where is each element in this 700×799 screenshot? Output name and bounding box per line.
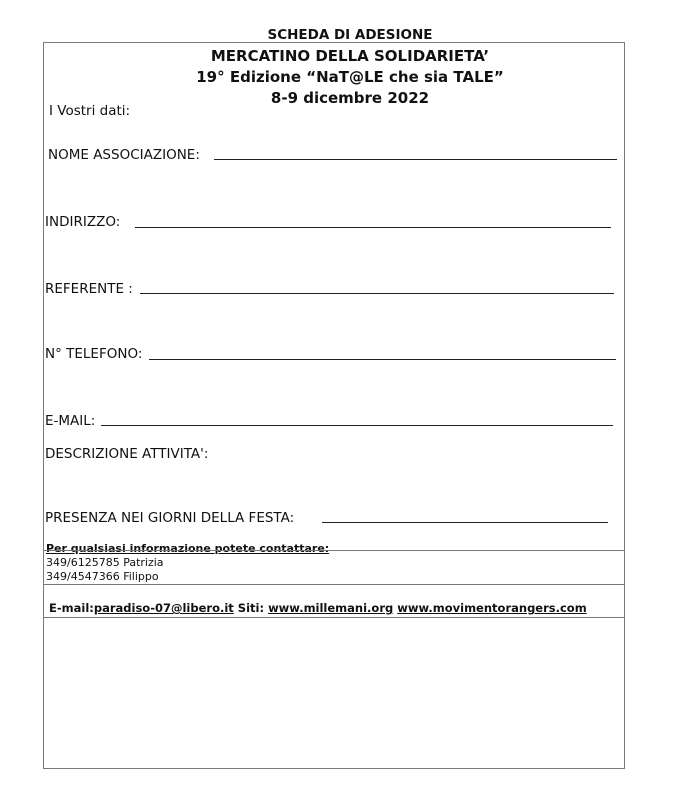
contacts-divider bbox=[43, 550, 625, 551]
contact-phone-patrizia: 349/6125785 Patrizia bbox=[46, 556, 164, 569]
associazione-input-line[interactable] bbox=[214, 159, 617, 160]
telefono-label: N° TELEFONO: bbox=[45, 346, 143, 362]
email-link[interactable]: paradiso-07@libero.it bbox=[93, 601, 234, 615]
edition-title: 19° Edizione “NaT@LE che sia TALE” bbox=[196, 68, 504, 86]
indirizzo-input-line[interactable] bbox=[135, 227, 611, 228]
footer-divider bbox=[43, 617, 625, 618]
descrizione-label: DESCRIZIONE ATTIVITA': bbox=[45, 446, 209, 462]
referente-input-line[interactable] bbox=[140, 293, 614, 294]
form-heading: SCHEDA DI ADESIONE bbox=[267, 27, 433, 43]
telefono-input-line[interactable] bbox=[149, 359, 616, 360]
event-title: MERCATINO DELLA SOLIDARIETA’ bbox=[210, 47, 490, 65]
contacts-bottom-divider bbox=[43, 584, 625, 585]
contacts-title: Per qualsiasi informazione potete contattare: bbox=[46, 542, 330, 555]
associazione-label: NOME ASSOCIAZIONE: bbox=[48, 147, 200, 163]
intro-label: I Vostri dati: bbox=[49, 103, 131, 119]
referente-label: REFERENTE : bbox=[45, 281, 133, 297]
indirizzo-label: INDIRIZZO: bbox=[45, 214, 121, 230]
event-dates: 8-9 dicembre 2022 bbox=[270, 89, 430, 107]
site-millemani-link[interactable]: www.millemani.org bbox=[268, 601, 394, 615]
site-movimentorangers-link[interactable]: www.movimentorangers.com bbox=[397, 601, 587, 615]
presenza-label: PRESENZA NEI GIORNI DELLA FESTA: bbox=[45, 510, 295, 526]
contact-phone-filippo: 349/4547366 Filippo bbox=[46, 570, 159, 583]
email-label: E-MAIL: bbox=[45, 413, 96, 429]
footer-links bbox=[49, 601, 587, 615]
sites-prefix: Siti: bbox=[233, 601, 269, 615]
presenza-input-line[interactable] bbox=[322, 522, 608, 523]
email-input-line[interactable] bbox=[101, 425, 613, 426]
email-prefix: E-mail: bbox=[49, 601, 94, 615]
